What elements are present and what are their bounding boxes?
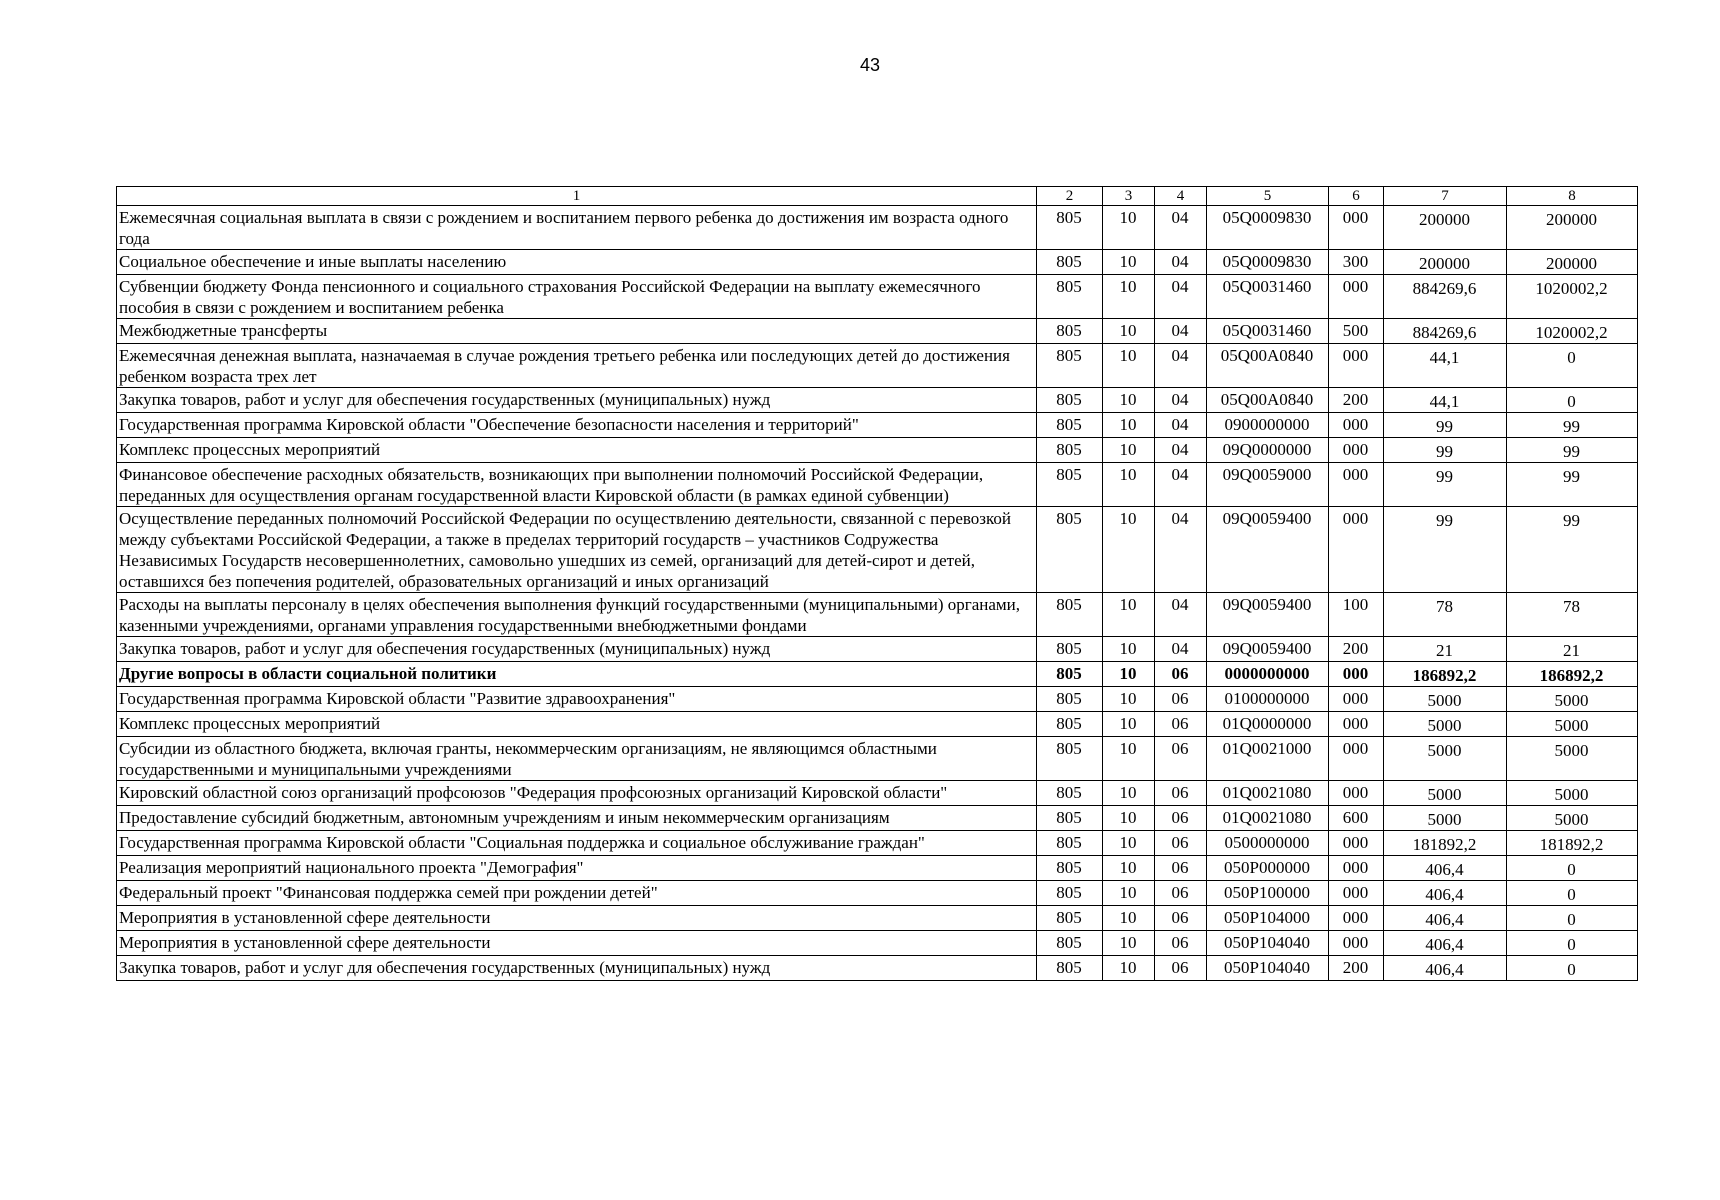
- row-name-cell: Расходы на выплаты персоналу в целях обеспечения выполнения функций государственными (муниципальными) органами, казенными учреждениями, органами управления государственными внебюджетными фондами: [117, 593, 1037, 637]
- section-cell: 10: [1103, 275, 1155, 319]
- expense-type-cell: 500: [1329, 319, 1384, 344]
- subsection-cell: 06: [1155, 806, 1207, 831]
- expense-type-cell: 100: [1329, 593, 1384, 637]
- amount-year1-cell: 406,4: [1384, 931, 1507, 956]
- expense-type-cell: 000: [1329, 206, 1384, 250]
- subsection-cell: 06: [1155, 906, 1207, 931]
- subsection-cell: 06: [1155, 831, 1207, 856]
- amount-year2-cell: 5000: [1507, 712, 1638, 737]
- section-cell: 10: [1103, 388, 1155, 413]
- target-article-cell: 09Q0059400: [1207, 637, 1329, 662]
- subsection-cell: 06: [1155, 881, 1207, 906]
- row-name-cell: Предоставление субсидий бюджетным, автономным учреждениям и иным некоммерческим организациям: [117, 806, 1037, 831]
- section-cell: 10: [1103, 931, 1155, 956]
- table-row: [117, 831, 1638, 856]
- subsection-cell: 04: [1155, 275, 1207, 319]
- target-article-cell: 09Q0059400: [1207, 593, 1329, 637]
- subsection-cell: 06: [1155, 931, 1207, 956]
- section-cell: 10: [1103, 737, 1155, 781]
- amount-year2-cell: 99: [1507, 438, 1638, 463]
- table-row: [117, 593, 1638, 637]
- table-row: [117, 413, 1638, 438]
- amount-year2-cell: 1020002,2: [1507, 275, 1638, 319]
- ved-code-cell: 805: [1037, 206, 1103, 250]
- subsection-cell: 04: [1155, 637, 1207, 662]
- table-row: [117, 806, 1638, 831]
- subsection-cell: 04: [1155, 388, 1207, 413]
- amount-year2-cell: 0: [1507, 906, 1638, 931]
- expense-type-cell: 000: [1329, 507, 1384, 593]
- section-cell: 10: [1103, 637, 1155, 662]
- row-name-cell: Социальное обеспечение и иные выплаты населению: [117, 250, 1037, 275]
- table-row: [117, 737, 1638, 781]
- table-row: [117, 319, 1638, 344]
- target-article-cell: 0900000000: [1207, 413, 1329, 438]
- ved-code-cell: 805: [1037, 438, 1103, 463]
- row-name-cell: Закупка товаров, работ и услуг для обеспечения государственных (муниципальных) нужд: [117, 637, 1037, 662]
- section-cell: 10: [1103, 319, 1155, 344]
- amount-year1-cell: 99: [1384, 463, 1507, 507]
- amount-year1-cell: 186892,2: [1384, 662, 1507, 687]
- subsection-cell: 04: [1155, 250, 1207, 275]
- section-cell: 10: [1103, 507, 1155, 593]
- subsection-cell: 04: [1155, 344, 1207, 388]
- table-row: [117, 637, 1638, 662]
- ved-code-cell: 805: [1037, 781, 1103, 806]
- table-row: [117, 507, 1638, 593]
- row-name-cell: Закупка товаров, работ и услуг для обеспечения государственных (муниципальных) нужд: [117, 956, 1037, 981]
- amount-year1-cell: 406,4: [1384, 906, 1507, 931]
- amount-year2-cell: 0: [1507, 881, 1638, 906]
- row-name-cell: Финансовое обеспечение расходных обязательств, возникающих при выполнении полномочий Российской Федерации, переданных для осуществления органам государственной власти Кировской области (в рамках единой субвенции): [117, 463, 1037, 507]
- section-cell: 10: [1103, 806, 1155, 831]
- target-article-cell: 050P000000: [1207, 856, 1329, 881]
- target-article-cell: 01Q0021080: [1207, 806, 1329, 831]
- row-name-cell: Другие вопросы в области социальной политики: [117, 662, 1037, 687]
- table-header-row: [117, 187, 1638, 206]
- amount-year2-cell: 0: [1507, 388, 1638, 413]
- expense-type-cell: 000: [1329, 413, 1384, 438]
- section-cell: 10: [1103, 463, 1155, 507]
- amount-year2-cell: 5000: [1507, 737, 1638, 781]
- amount-year2-cell: 0: [1507, 856, 1638, 881]
- target-article-cell: 0000000000: [1207, 662, 1329, 687]
- ved-code-cell: 805: [1037, 737, 1103, 781]
- subsection-cell: 04: [1155, 206, 1207, 250]
- amount-year1-cell: 5000: [1384, 687, 1507, 712]
- row-name-cell: Ежемесячная социальная выплата в связи с рождением и воспитанием первого ребенка до достижения им возраста одного года: [117, 206, 1037, 250]
- amount-year1-cell: 5000: [1384, 806, 1507, 831]
- table-row: [117, 463, 1638, 507]
- ved-code-cell: 805: [1037, 250, 1103, 275]
- ved-code-cell: 805: [1037, 275, 1103, 319]
- table-row: [117, 712, 1638, 737]
- amount-year2-cell: 181892,2: [1507, 831, 1638, 856]
- ved-code-cell: 805: [1037, 637, 1103, 662]
- amount-year1-cell: 5000: [1384, 781, 1507, 806]
- amount-year1-cell: 884269,6: [1384, 319, 1507, 344]
- expense-type-cell: 300: [1329, 250, 1384, 275]
- target-article-cell: 050P100000: [1207, 881, 1329, 906]
- ved-code-cell: 805: [1037, 319, 1103, 344]
- row-name-cell: Закупка товаров, работ и услуг для обеспечения государственных (муниципальных) нужд: [117, 388, 1037, 413]
- section-cell: 10: [1103, 712, 1155, 737]
- row-name-cell: Государственная программа Кировской области "Обеспечение безопасности населения и территорий": [117, 413, 1037, 438]
- ved-code-cell: 805: [1037, 662, 1103, 687]
- amount-year2-cell: 5000: [1507, 806, 1638, 831]
- row-name-cell: Государственная программа Кировской области "Социальная поддержка и социальное обслуживание граждан": [117, 831, 1037, 856]
- amount-year1-cell: 99: [1384, 413, 1507, 438]
- ved-code-cell: 805: [1037, 712, 1103, 737]
- table-row: [117, 956, 1638, 981]
- expense-type-cell: 200: [1329, 388, 1384, 413]
- row-name-cell: Субвенции бюджету Фонда пенсионного и социального страхования Российской Федерации на выплату ежемесячного пособия в связи с рождением и воспитанием ребенка: [117, 275, 1037, 319]
- amount-year1-cell: 99: [1384, 438, 1507, 463]
- table-body: [117, 206, 1638, 981]
- amount-year1-cell: 200000: [1384, 250, 1507, 275]
- budget-table: [116, 186, 1638, 981]
- expense-type-cell: 000: [1329, 344, 1384, 388]
- table-row: [117, 662, 1638, 687]
- ved-code-cell: 805: [1037, 881, 1103, 906]
- ved-code-cell: 805: [1037, 806, 1103, 831]
- expense-type-cell: 000: [1329, 856, 1384, 881]
- amount-year1-cell: 406,4: [1384, 881, 1507, 906]
- expense-type-cell: 000: [1329, 662, 1384, 687]
- column-header: 4: [1155, 187, 1207, 206]
- amount-year2-cell: 99: [1507, 463, 1638, 507]
- expense-type-cell: 000: [1329, 463, 1384, 507]
- target-article-cell: 0500000000: [1207, 831, 1329, 856]
- table-row: [117, 275, 1638, 319]
- row-name-cell: Кировский областной союз организаций профсоюзов "Федерация профсоюзных организаций Кировской области": [117, 781, 1037, 806]
- amount-year1-cell: 78: [1384, 593, 1507, 637]
- target-article-cell: 050P104000: [1207, 906, 1329, 931]
- subsection-cell: 06: [1155, 856, 1207, 881]
- expense-type-cell: 000: [1329, 831, 1384, 856]
- target-article-cell: 05Q00A0840: [1207, 344, 1329, 388]
- amount-year2-cell: 1020002,2: [1507, 319, 1638, 344]
- expense-type-cell: 000: [1329, 881, 1384, 906]
- row-name-cell: Реализация мероприятий национального проекта "Демография": [117, 856, 1037, 881]
- subsection-cell: 04: [1155, 463, 1207, 507]
- amount-year1-cell: 884269,6: [1384, 275, 1507, 319]
- target-article-cell: 050P104040: [1207, 956, 1329, 981]
- table-row: [117, 250, 1638, 275]
- target-article-cell: 050P104040: [1207, 931, 1329, 956]
- subsection-cell: 04: [1155, 319, 1207, 344]
- ved-code-cell: 805: [1037, 507, 1103, 593]
- table-row: [117, 856, 1638, 881]
- expense-type-cell: 000: [1329, 781, 1384, 806]
- row-name-cell: Ежемесячная денежная выплата, назначаемая в случае рождения третьего ребенка или последующих детей до достижения ребенком возраста трех лет: [117, 344, 1037, 388]
- amount-year1-cell: 5000: [1384, 712, 1507, 737]
- target-article-cell: 01Q0000000: [1207, 712, 1329, 737]
- subsection-cell: 04: [1155, 413, 1207, 438]
- table-row: [117, 206, 1638, 250]
- expense-type-cell: 000: [1329, 275, 1384, 319]
- table-row: [117, 781, 1638, 806]
- row-name-cell: Федеральный проект "Финансовая поддержка семей при рождении детей": [117, 881, 1037, 906]
- section-cell: 10: [1103, 206, 1155, 250]
- section-cell: 10: [1103, 344, 1155, 388]
- section-cell: 10: [1103, 831, 1155, 856]
- section-cell: 10: [1103, 250, 1155, 275]
- amount-year2-cell: 21: [1507, 637, 1638, 662]
- section-cell: 10: [1103, 856, 1155, 881]
- page-number: 43: [859, 55, 881, 75]
- amount-year1-cell: 200000: [1384, 206, 1507, 250]
- target-article-cell: 0100000000: [1207, 687, 1329, 712]
- expense-type-cell: 200: [1329, 637, 1384, 662]
- subsection-cell: 06: [1155, 737, 1207, 781]
- column-header: 1: [117, 187, 1037, 206]
- amount-year2-cell: 0: [1507, 344, 1638, 388]
- row-name-cell: Осуществление переданных полномочий Российской Федерации по осуществлению деятельности, связанной с перевозкой между субъектами Российской Федерации, а также в пределах территорий государств – участников Содружества Независимых Государств несовершеннолетних, самовольно ушедших из семей, организаций для детей-сирот и детей, оставшихся без попечения родителей, образовательных организаций и иных организаций: [117, 507, 1037, 593]
- ved-code-cell: 805: [1037, 956, 1103, 981]
- amount-year2-cell: 78: [1507, 593, 1638, 637]
- expense-type-cell: 000: [1329, 438, 1384, 463]
- ved-code-cell: 805: [1037, 413, 1103, 438]
- target-article-cell: 09Q0059400: [1207, 507, 1329, 593]
- subsection-cell: 04: [1155, 593, 1207, 637]
- section-cell: 10: [1103, 662, 1155, 687]
- ved-code-cell: 805: [1037, 931, 1103, 956]
- amount-year2-cell: 0: [1507, 931, 1638, 956]
- column-header: 2: [1037, 187, 1103, 206]
- amount-year2-cell: 186892,2: [1507, 662, 1638, 687]
- amount-year2-cell: 99: [1507, 507, 1638, 593]
- ved-code-cell: 805: [1037, 856, 1103, 881]
- amount-year2-cell: 5000: [1507, 781, 1638, 806]
- ved-code-cell: 805: [1037, 388, 1103, 413]
- expense-type-cell: 000: [1329, 687, 1384, 712]
- amount-year1-cell: 406,4: [1384, 856, 1507, 881]
- target-article-cell: 01Q0021000: [1207, 737, 1329, 781]
- amount-year1-cell: 181892,2: [1384, 831, 1507, 856]
- amount-year1-cell: 99: [1384, 507, 1507, 593]
- section-cell: 10: [1103, 906, 1155, 931]
- column-header: 7: [1384, 187, 1507, 206]
- ved-code-cell: 805: [1037, 831, 1103, 856]
- subsection-cell: 04: [1155, 507, 1207, 593]
- column-header: 3: [1103, 187, 1155, 206]
- section-cell: 10: [1103, 687, 1155, 712]
- expense-type-cell: 000: [1329, 906, 1384, 931]
- section-cell: 10: [1103, 438, 1155, 463]
- table-row: [117, 438, 1638, 463]
- section-cell: 10: [1103, 956, 1155, 981]
- section-cell: 10: [1103, 593, 1155, 637]
- expense-type-cell: 600: [1329, 806, 1384, 831]
- row-name-cell: Субсидии из областного бюджета, включая гранты, некоммерческим организациям, не являющимся областными государственными и муниципальными учреждениями: [117, 737, 1037, 781]
- subsection-cell: 06: [1155, 712, 1207, 737]
- section-cell: 10: [1103, 881, 1155, 906]
- target-article-cell: 05Q0031460: [1207, 319, 1329, 344]
- subsection-cell: 04: [1155, 438, 1207, 463]
- subsection-cell: 06: [1155, 781, 1207, 806]
- column-header: 6: [1329, 187, 1384, 206]
- table-row: [117, 687, 1638, 712]
- target-article-cell: 09Q0000000: [1207, 438, 1329, 463]
- ved-code-cell: 805: [1037, 687, 1103, 712]
- amount-year2-cell: 99: [1507, 413, 1638, 438]
- subsection-cell: 06: [1155, 956, 1207, 981]
- ved-code-cell: 805: [1037, 593, 1103, 637]
- section-cell: 10: [1103, 781, 1155, 806]
- amount-year1-cell: 44,1: [1384, 388, 1507, 413]
- ved-code-cell: 805: [1037, 906, 1103, 931]
- target-article-cell: 01Q0021080: [1207, 781, 1329, 806]
- target-article-cell: 05Q0009830: [1207, 206, 1329, 250]
- expense-type-cell: 000: [1329, 737, 1384, 781]
- row-name-cell: Межбюджетные трансферты: [117, 319, 1037, 344]
- ved-code-cell: 805: [1037, 344, 1103, 388]
- expense-type-cell: 000: [1329, 712, 1384, 737]
- amount-year1-cell: 406,4: [1384, 956, 1507, 981]
- amount-year2-cell: 0: [1507, 956, 1638, 981]
- amount-year2-cell: 200000: [1507, 206, 1638, 250]
- expense-type-cell: 200: [1329, 956, 1384, 981]
- expense-type-cell: 000: [1329, 931, 1384, 956]
- table-row: [117, 388, 1638, 413]
- section-cell: 10: [1103, 413, 1155, 438]
- subsection-cell: 06: [1155, 662, 1207, 687]
- amount-year1-cell: 5000: [1384, 737, 1507, 781]
- amount-year2-cell: 5000: [1507, 687, 1638, 712]
- target-article-cell: 09Q0059000: [1207, 463, 1329, 507]
- row-name-cell: Комплекс процессных мероприятий: [117, 712, 1037, 737]
- table-row: [117, 881, 1638, 906]
- amount-year1-cell: 21: [1384, 637, 1507, 662]
- row-name-cell: Мероприятия в установленной сфере деятельности: [117, 931, 1037, 956]
- target-article-cell: 05Q0031460: [1207, 275, 1329, 319]
- table-row: [117, 906, 1638, 931]
- target-article-cell: 05Q0009830: [1207, 250, 1329, 275]
- table-row: [117, 344, 1638, 388]
- target-article-cell: 05Q00A0840: [1207, 388, 1329, 413]
- row-name-cell: Мероприятия в установленной сфере деятельности: [117, 906, 1037, 931]
- row-name-cell: Комплекс процессных мероприятий: [117, 438, 1037, 463]
- amount-year2-cell: 200000: [1507, 250, 1638, 275]
- row-name-cell: Государственная программа Кировской области "Развитие здравоохранения": [117, 687, 1037, 712]
- column-header: 8: [1507, 187, 1638, 206]
- amount-year1-cell: 44,1: [1384, 344, 1507, 388]
- ved-code-cell: 805: [1037, 463, 1103, 507]
- table-row: [117, 931, 1638, 956]
- column-header: 5: [1207, 187, 1329, 206]
- subsection-cell: 06: [1155, 687, 1207, 712]
